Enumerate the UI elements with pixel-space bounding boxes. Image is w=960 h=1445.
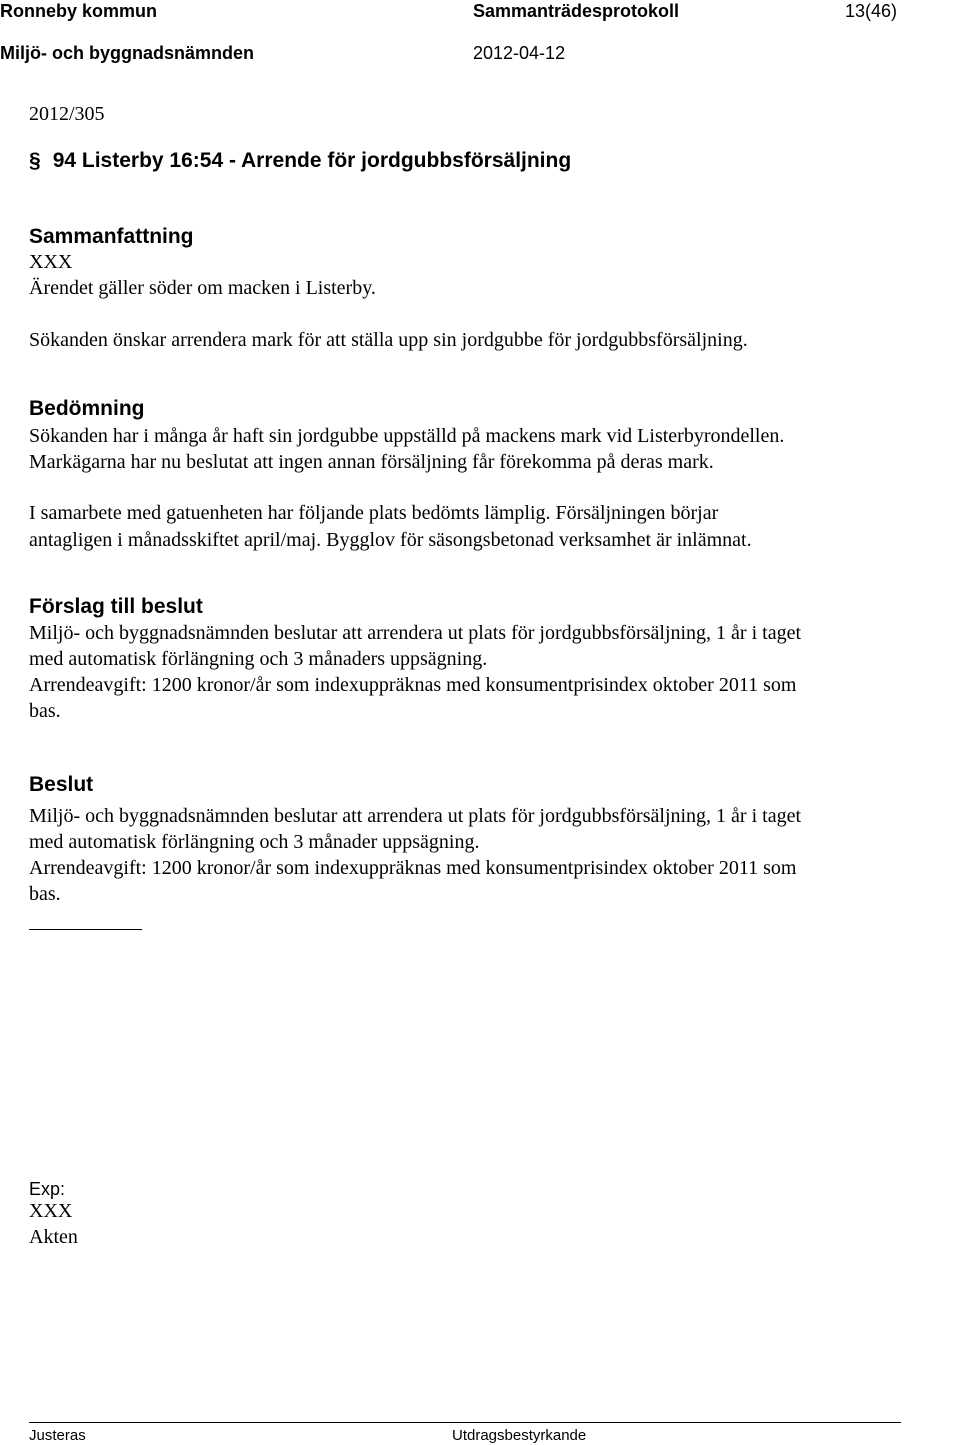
assessment-heading: Bedömning (29, 397, 145, 420)
footer-verified-label: Justeras (29, 1427, 86, 1444)
case-number: 2012/305 (29, 103, 105, 125)
dispatch-recipient: XXX (29, 1200, 73, 1222)
header-document-type: Sammanträdesprotokoll (473, 1, 680, 21)
decision-heading: Beslut (29, 773, 94, 796)
header-page-number: 13(46) (845, 1, 898, 21)
footer-rule (29, 1422, 901, 1423)
paragraph-heading (29, 148, 571, 174)
assessment-line: Sökanden har i många år haft sin jordgubbe uppställd på mackens mark vid Listerbyrondellen. (29, 425, 785, 447)
decision-line: bas. (29, 883, 61, 905)
dispatch-recipient: Akten (29, 1226, 78, 1248)
decision-line: Miljö- och byggnadsnämnden beslutar att arrendera ut plats för jordgubbsförsäljning, 1 år i taget (29, 805, 802, 827)
decision-line: med automatisk förlängning och 3 månader uppsägning. (29, 831, 480, 853)
dispatch-label: Exp: (29, 1179, 66, 1199)
assessment-line: antagligen i månadsskiftet april/maj. Bygglov för säsongsbetonad verksamhet är inlämnat. (29, 529, 752, 551)
proposal-line: med automatisk förlängning och 3 månaders uppsägning. (29, 648, 488, 670)
paragraph-sign: § (29, 149, 41, 172)
paragraph-title: 94 Listerby 16:54 - Arrende för jordgubbsförsäljning (52, 149, 572, 172)
summary-line: Sökanden önskar arrendera mark för att ställa upp sin jordgubbe för jordgubbsförsäljning. (29, 329, 748, 351)
assessment-line: I samarbete med gatuenheten har följande plats bedömts lämplig. Försäljningen börjar (29, 502, 719, 524)
header-municipality: Ronneby kommun (0, 1, 158, 21)
separator-line (29, 929, 142, 930)
summary-line: Ärendet gäller söder om macken i Listerby. (29, 277, 376, 299)
header-meeting-date: 2012-04-12 (473, 43, 566, 63)
summary-heading: Sammanfattning (29, 225, 194, 248)
proposal-line: bas. (29, 700, 61, 722)
decision-line: Arrendeavgift: 1200 kronor/år som indexuppräknas med konsumentprisindex oktober 2011 som (29, 857, 797, 879)
proposal-line: Arrendeavgift: 1200 kronor/år som indexuppräknas med konsumentprisindex oktober 2011 som (29, 674, 797, 696)
footer-extract-certified-label: Utdragsbestyrkande (452, 1427, 587, 1444)
header-board-name: Miljö- och byggnadsnämnden (0, 43, 255, 63)
proposal-line: Miljö- och byggnadsnämnden beslutar att arrendera ut plats för jordgubbsförsäljning, 1 år i taget (29, 622, 802, 644)
assessment-line: Markägarna har nu beslutat att ingen annan försäljning får förekomma på deras mark. (29, 451, 714, 473)
summary-line: XXX (29, 251, 73, 273)
proposal-heading: Förslag till beslut (29, 595, 203, 618)
